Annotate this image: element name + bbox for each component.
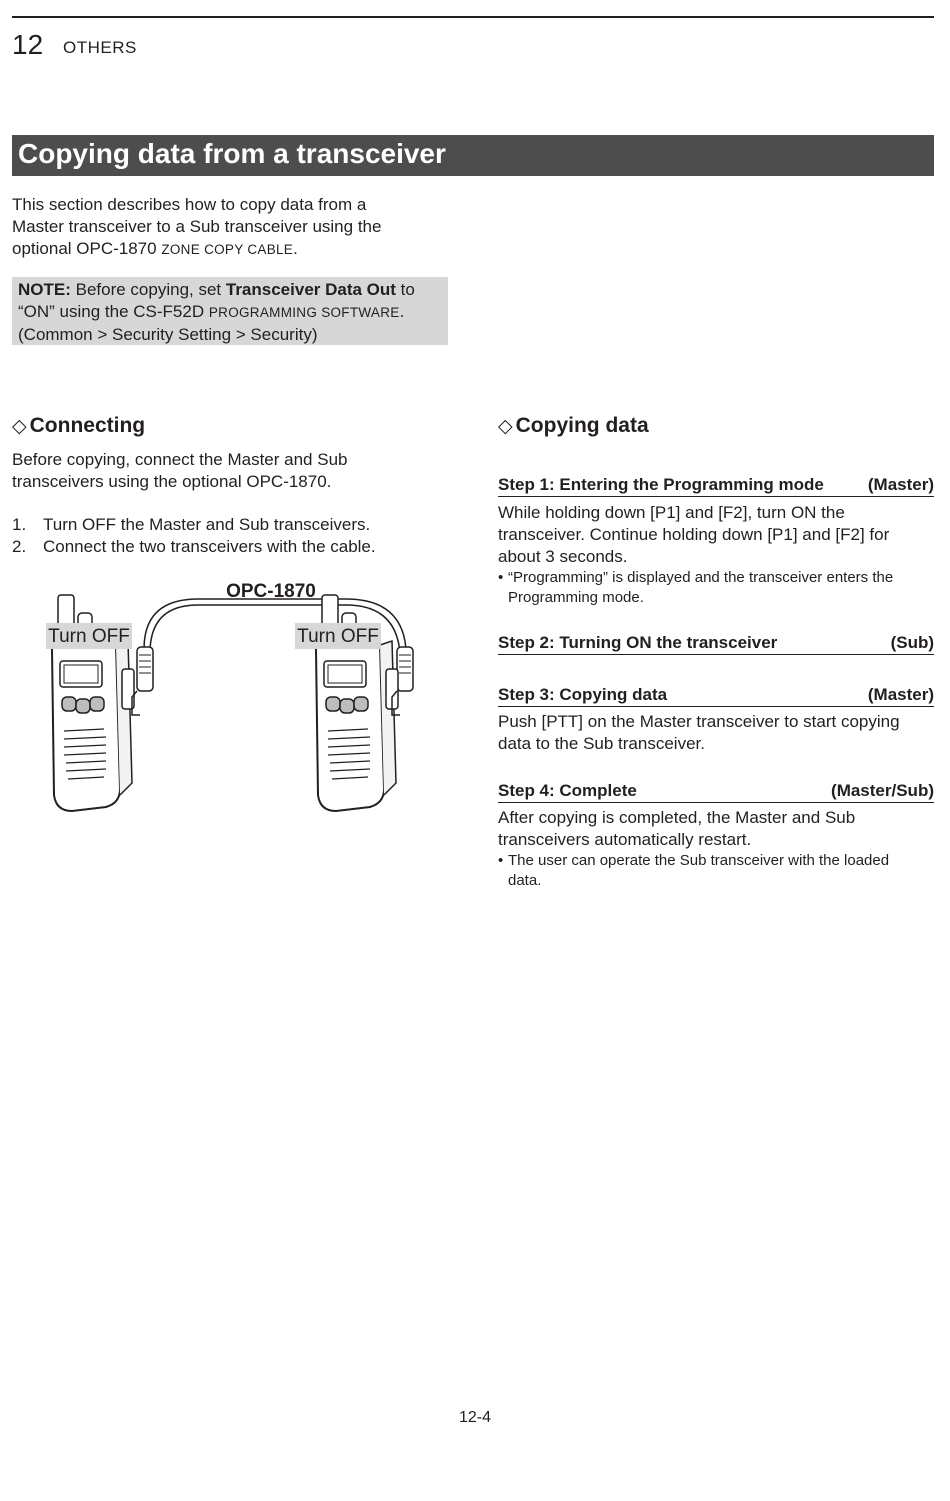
copying-heading: ◇ Copying data <box>498 413 649 440</box>
step-text-line: transceivers automatically restart. <box>498 830 752 849</box>
intro-line: optional OPC-1870 ZONE COPY CABLE. <box>12 239 298 258</box>
step-bullet: • The user can operate the Sub transceiver with the loaded data. <box>498 852 890 889</box>
cable-plug-left <box>137 647 153 691</box>
turn-off-label-right: Turn OFF <box>297 626 379 647</box>
page-number: 12-4 <box>458 1409 492 1426</box>
step-text-line: Push [PTT] on the Master transceiver to start copying <box>498 712 900 731</box>
connecting-intro <box>12 449 452 493</box>
step-text-line: about 3 seconds. <box>498 547 628 566</box>
step-text-line: After copying is completed, the Master and Sub <box>498 808 856 827</box>
connecting-intro-line: transceivers using the optional OPC-1870. <box>12 472 332 491</box>
header-rule <box>12 16 934 18</box>
note-box <box>12 277 448 345</box>
note-line: NOTE: Before copying, set Transceiver Data Out to <box>18 280 415 299</box>
step-bullet: • “Programming” is displayed and the transceiver enters the Programming mode. <box>498 569 894 606</box>
step-3-body <box>498 711 934 755</box>
intro-line: This section describes how to copy data from a <box>12 195 367 214</box>
intro-line: Master transceiver to a Sub transceiver using the <box>12 217 382 236</box>
turn-off-label-left: Turn OFF <box>48 626 130 647</box>
note-label: NOTE: <box>18 280 71 299</box>
step-3-heading: Step 3: Copying data (Master) <box>498 684 934 707</box>
list-item: 1. Turn OFF the Master and Sub transceivers. <box>12 515 371 534</box>
connecting-intro-line: Before copying, connect the Master and Sub <box>12 450 348 469</box>
diamond-icon: ◇ <box>12 416 27 437</box>
cable-connection-diagram <box>40 575 460 815</box>
connecting-heading: ◇ Connecting <box>12 413 145 440</box>
step-text-line: transceiver. Continue holding down [P1] and [F2] for <box>498 525 890 544</box>
step-text-line: data to the Sub transceiver. <box>498 734 705 753</box>
chapter-number: 12 <box>12 29 44 60</box>
list-item: 2. Connect the two transceivers with the cable. <box>12 537 376 556</box>
step-2-heading: Step 2: Turning ON the transceiver (Sub) <box>498 632 934 655</box>
step-4-heading: Step 4: Complete (Master/Sub) <box>498 780 934 803</box>
diamond-icon: ◇ <box>498 416 513 437</box>
cable-label: OPC-1870 <box>226 581 316 602</box>
intro-paragraph <box>12 194 442 261</box>
step-1-body <box>498 502 934 608</box>
note-line: “ON” using the CS-F52D PROGRAMMING SOFTWARE. <box>18 302 405 321</box>
cable-plug-right <box>397 647 413 691</box>
chapter-name: OTHERS <box>63 38 137 57</box>
note-line: (Common > Security Setting > Security) <box>18 325 318 344</box>
connecting-steps <box>12 514 452 558</box>
step-4-body <box>498 807 934 891</box>
section-title: Copying data from a transceiver <box>18 138 446 169</box>
step-1-heading: Step 1: Entering the Programming mode (Master) <box>498 474 934 497</box>
step-text-line: While holding down [P1] and [F2], turn ON the <box>498 503 845 522</box>
